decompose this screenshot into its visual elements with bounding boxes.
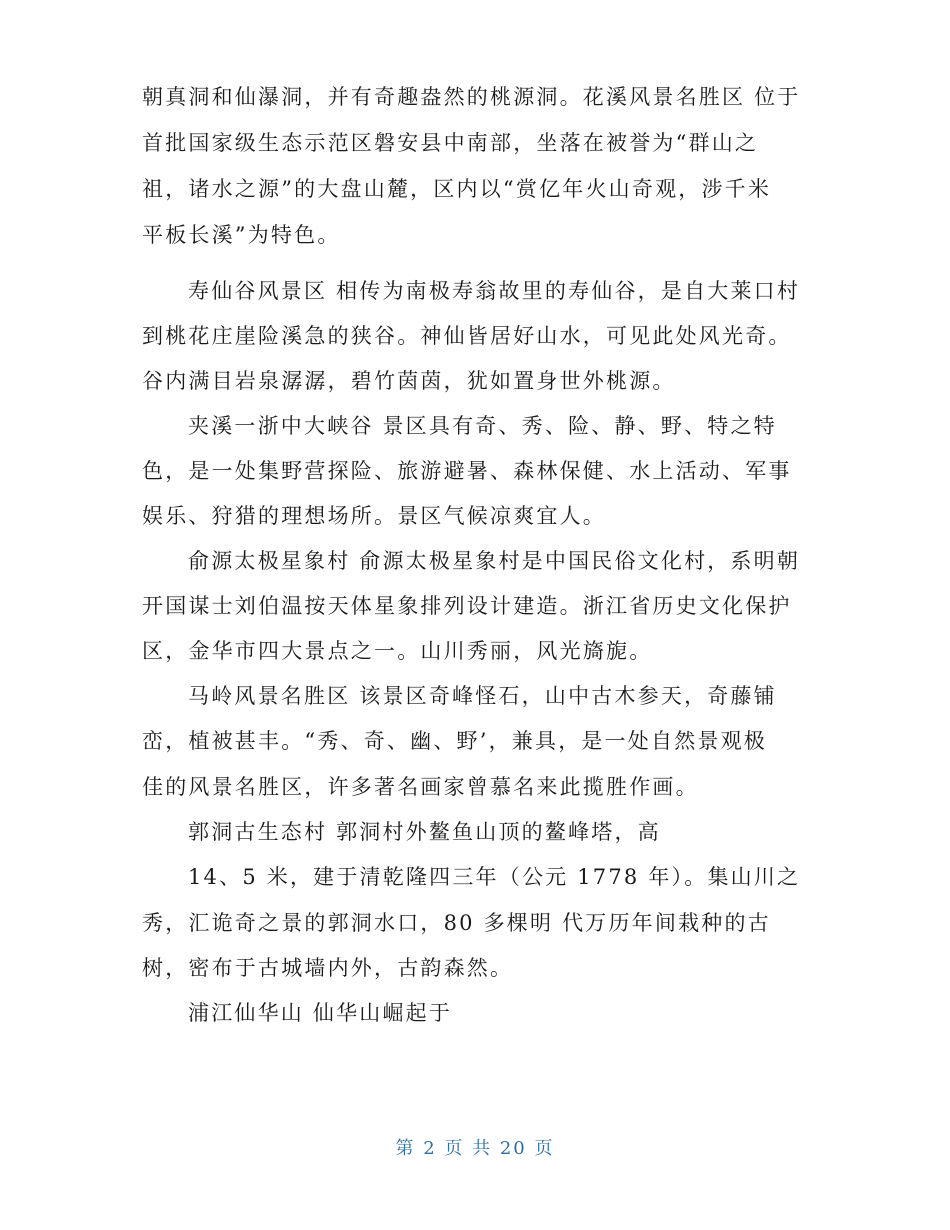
text-line: 开国谋士刘伯温按天体星象排列设计建造。浙江省历史文化保护 xyxy=(142,594,792,618)
text-line: 祖，诸水之源”的大盘山麓，区内以“赏亿年火山奇观，涉千米 xyxy=(142,177,772,201)
text-line: 区，金华市四大景点之一。山川秀丽，风光旖旎。 xyxy=(142,639,653,663)
text-line: 秀，汇诡奇之景的郭洞水口，80 多棵明 代万历年间栽种的古 xyxy=(142,911,771,935)
text-line: 寿仙谷风景区 相传为南极寿翁故里的寿仙谷，是自大莱口村 xyxy=(188,279,801,303)
text-line: 平板长溪”为特色。 xyxy=(142,223,341,247)
page-number-label: 第 2 页 共 20 页 xyxy=(395,1138,555,1159)
text-line: 树，密布于古城墙内外，古韵森然。 xyxy=(142,956,514,980)
text-line: 浦江仙华山 仙华山崛起于 xyxy=(188,1001,453,1025)
text-line: 娱乐、狩猎的理想场所。景区气候凉爽宜人。 xyxy=(142,504,606,528)
text-line: 马岭风景名胜区 该景区奇峰怪石，山中古木参天，奇藤铺 xyxy=(188,684,777,708)
text-line: 14、5 米，建于清乾隆四三年（公元 1778 年）。集山川之 xyxy=(188,865,801,889)
text-line: 到桃花庄崖险溪急的狭谷。神仙皆居好山水，可见此处风光奇。 xyxy=(142,324,792,348)
text-line: 佳的风景名胜区，许多著名画家曾慕名来此揽胜作画。 xyxy=(142,775,699,799)
text-line: 夹溪一浙中大峡谷 景区具有奇、秀、险、静、野、特之特 xyxy=(188,414,777,438)
text-line: 色，是一处集野营探险、旅游避暑、森林保健、水上活动、军事 xyxy=(142,459,792,483)
text-line: 朝真洞和仙瀑洞，并有奇趣盎然的桃源洞。花溪风景名胜区 位于 xyxy=(142,85,801,109)
text-line: 郭洞古生态村 郭洞村外鳌鱼山顶的鳌峰塔，高 xyxy=(188,820,661,844)
text-line: 俞源太极星象村 俞源太极星象村是中国民俗文化村，系明朝 xyxy=(188,549,801,573)
page-footer xyxy=(0,1134,950,1160)
text-line: 峦，植被甚丰。“秀、奇、幽、野’，兼具，是一处自然景观极 xyxy=(142,729,768,753)
text-line: 首批国家级生态示范区磐安县中南部，坐落在被誉为“群山之 xyxy=(142,131,759,155)
text-line: 谷内满目岩泉潺潺，碧竹茵茵，犹如置身世外桃源。 xyxy=(142,369,676,393)
